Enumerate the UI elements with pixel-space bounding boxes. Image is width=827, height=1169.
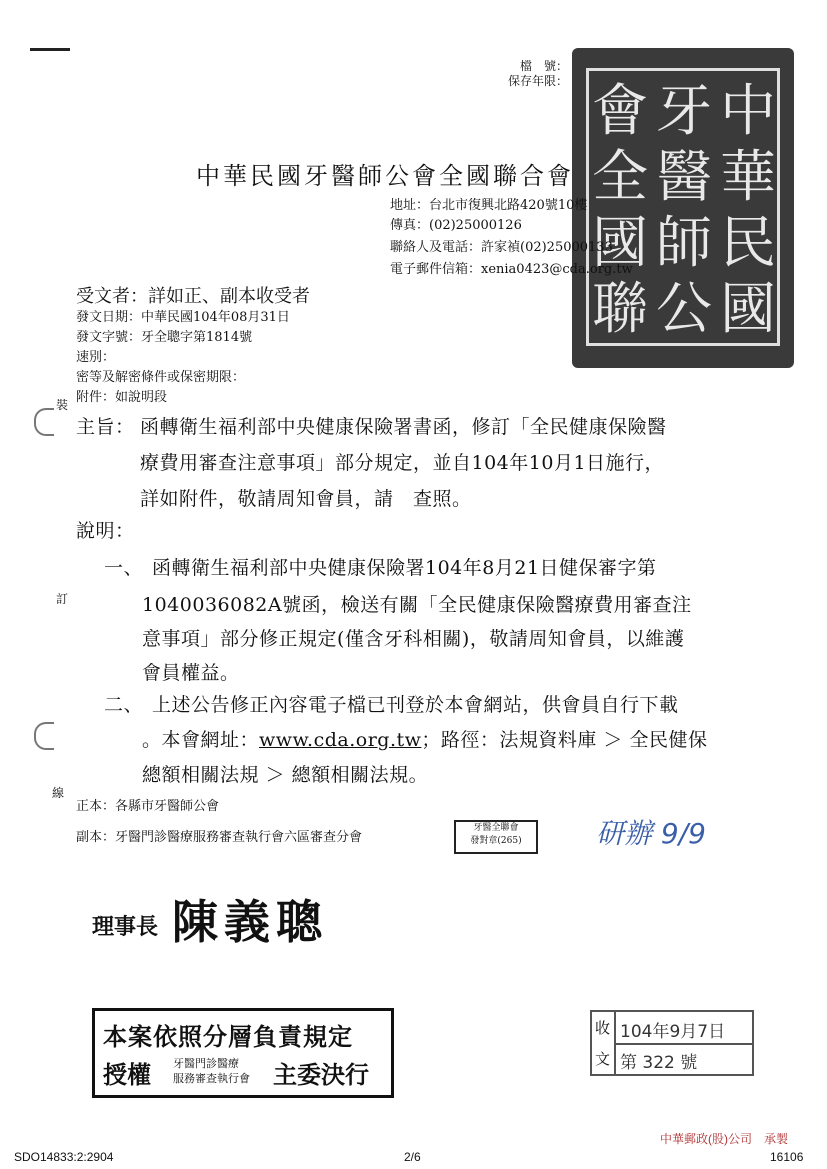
file-no-label: 檔 號：: [520, 59, 569, 73]
seal-char: 師: [656, 211, 712, 276]
seal-char: 國: [720, 277, 776, 342]
secrecy: 密等及解密條件或保密期限：: [76, 370, 246, 385]
item-line: 1040036082A號函，檢送有關「全民健康保險醫療費用審查注: [142, 594, 692, 616]
binding-mark: 線: [52, 786, 65, 800]
copy-stamp-line: 發對章(265): [470, 836, 522, 846]
stamp-decision: 主委決行: [273, 1061, 369, 1089]
stamp-small: 服務審查執行會: [173, 1072, 250, 1085]
seal-char: 國: [592, 211, 648, 276]
email: 電子郵件信箱：xenia0423@cda.org.tw: [390, 262, 633, 277]
main-recipient: 正本：各縣市牙醫師公會: [76, 799, 220, 814]
receipt-date: 104年9月7日: [620, 1022, 726, 1042]
binding-mark: 裝: [56, 398, 69, 412]
address: 地址：台北市復興北路420號10樓: [390, 198, 588, 213]
copy-recipient: 副本：牙醫門診醫療服務審查執行會六區審查分會: [76, 830, 363, 845]
handwritten-note: 研辦 9/9: [596, 817, 706, 850]
stamp-small: 牙醫門診醫療: [173, 1057, 239, 1070]
seal-char: 聯: [592, 277, 648, 342]
page-number: 2/6: [404, 1150, 421, 1164]
attachment: 附件：如說明段: [76, 390, 168, 405]
item-line: 會員權益。: [142, 662, 240, 684]
subject-line: 療費用審查注意事項」部分規定，並自104年10月1日施行，: [140, 452, 665, 474]
binding-mark: 訂: [56, 592, 69, 606]
authorization-stamp: [92, 1008, 394, 1098]
footer-code: SDO14833:2:2904: [14, 1150, 114, 1164]
issue-number: 發文字號：牙全聰字第1814號: [76, 330, 253, 345]
stamp-divider: [614, 1043, 752, 1045]
subject-line: 函轉衛生福利部中央健康保險署書函，修訂「全民健康保險醫: [140, 416, 667, 438]
chairman-label: 理事長: [92, 914, 159, 940]
form-code: 16106: [770, 1150, 804, 1164]
website-link[interactable]: www.cda.org.tw: [259, 729, 422, 751]
copy-stamp-line: 牙醫全聯會: [473, 823, 519, 833]
seal-char: 民: [720, 211, 776, 276]
copy-stamp: [454, 820, 538, 854]
official-seal: [572, 48, 794, 368]
speed: 速別：: [76, 350, 116, 365]
receive-char: 收: [595, 1019, 611, 1037]
item-line: 總額相關法規 ＞ 總額相關法規。: [142, 764, 429, 786]
subject-label: 主旨：: [76, 416, 135, 438]
item-line: 上述公告修正內容電子檔已刊登於本會網站，供會員自行下載: [152, 694, 679, 716]
item-line: 函轉衛生福利部中央健康保險署104年8月21日健保審字第: [152, 557, 657, 579]
subject-line: 詳如附件，敬請周知會員，請 查照。: [140, 488, 472, 510]
item-line-text: ；路徑：法規資料庫 ＞ 全民健保: [421, 729, 708, 751]
explanation-label: 說明：: [76, 520, 135, 542]
printer-credit: 中華郵政(股)公司 承製: [660, 1132, 788, 1146]
seal-char: 會: [592, 79, 648, 144]
item-line: [142, 725, 707, 752]
document-title: 中華民國牙醫師公會全國聯合會: [196, 162, 574, 190]
seal-char: 公: [656, 277, 712, 342]
text-char: 文: [595, 1050, 611, 1068]
seal-char: 醫: [656, 145, 712, 210]
seal-char: 中: [720, 79, 776, 144]
retention-label: 保存年限：: [508, 74, 569, 88]
item-number: 二、: [104, 694, 144, 716]
issue-date: 發文日期：中華民國104年08月31日: [76, 310, 290, 325]
punch-hole: [34, 408, 54, 436]
item-number: 一、: [104, 557, 144, 579]
receipt-number: 第 322 號: [620, 1053, 698, 1073]
recipient: 受文者：詳如正、副本收受者: [76, 286, 310, 307]
item-line: 意事項」部分修正規定(僅含牙科相關)，敬請周知會員，以維護: [142, 628, 685, 650]
stamp-line: 本案依照分層負責規定: [103, 1023, 353, 1051]
seal-char: 華: [720, 145, 776, 210]
stamp-authorize: 授權: [103, 1061, 151, 1089]
receipt-stamp: [590, 1010, 754, 1076]
seal-char: 全: [592, 145, 648, 210]
contact-person: 聯絡人及電話：許家禎(02)25000133: [390, 240, 613, 255]
corner-mark: [30, 48, 70, 51]
item-line-text: 。本會網址：: [142, 729, 260, 751]
seal-char: 牙: [656, 79, 712, 144]
fax: 傳真：(02)25000126: [390, 218, 522, 233]
punch-hole: [34, 722, 54, 750]
chairman-signature: 陳義聰: [172, 895, 328, 949]
